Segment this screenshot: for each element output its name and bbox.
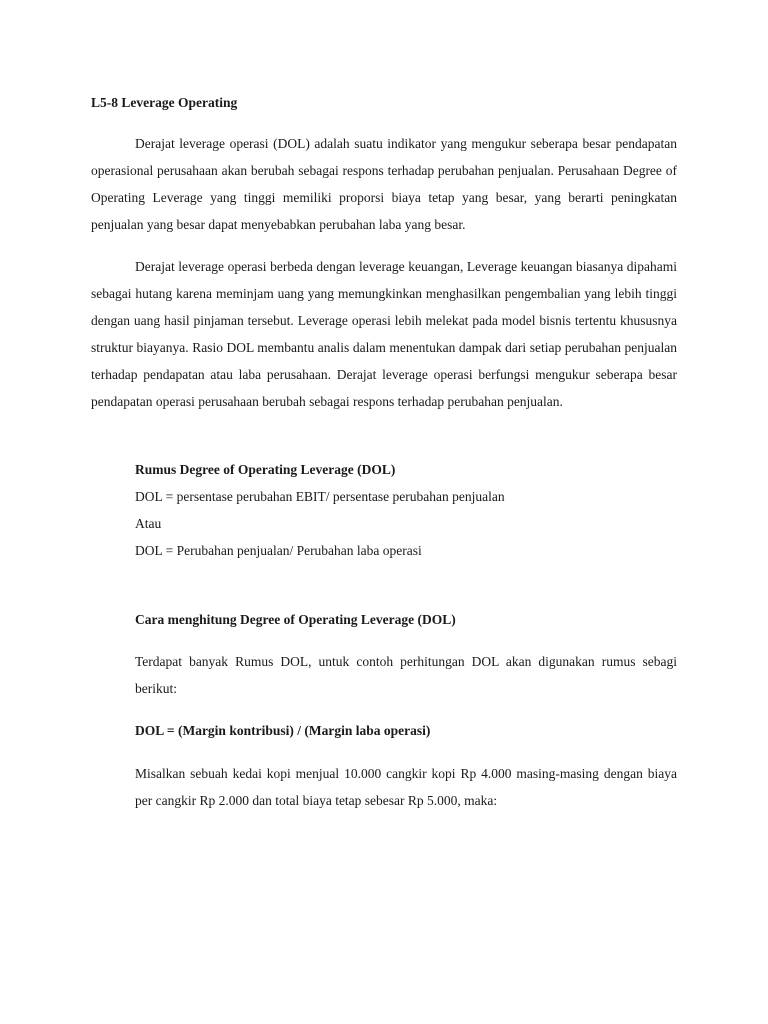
formula-separator: Atau [135, 516, 162, 531]
formula-heading: Rumus Degree of Operating Leverage (DOL) [135, 462, 396, 477]
formula-line-1: DOL = persentase perubahan EBIT/ persentase perubahan penjualan [135, 489, 505, 504]
formula-line-2: DOL = Perubahan penjualan/ Perubahan laba operasi [135, 543, 422, 558]
calculation-formula: DOL = (Margin kontribusi) / (Margin laba operasi) [135, 723, 431, 738]
section-heading: L5-8 Leverage Operating [91, 95, 238, 110]
calculation-example: Misalkan sebuah kedai kopi menjual 10.000 cangkir kopi Rp 4.000 masing-masing dengan biaya per cangkir Rp 2.000 dan total biaya tetap sebesar Rp 5.000, maka: [135, 766, 677, 808]
calculation-heading: Cara menghitung Degree of Operating Leverage (DOL) [135, 612, 456, 627]
paragraph-dol-vs-financial-leverage: Derajat leverage operasi berbeda dengan leverage keuangan, Leverage keuangan biasanya dipahami sebagai hutang karena meminjam uang yang memungkinkan menghasilkan pengembalian yang lebih tinggi dengan uang hasil pinjaman tersebut. Leverage operasi lebih melekat pada model bisnis tertentu khususnya struktur biayanya. Rasio DOL membantu analis dalam menentukan dampak dari setiap perubahan penjualan terhadap pendapatan atau laba perusahaan. Derajat leverage operasi berfungsi mengukur seberapa besar pendapatan operasi perusahaan berubah sebagai respons terhadap perubahan penjualan. [91, 259, 677, 409]
paragraph-dol-definition: Derajat leverage operasi (DOL) adalah suatu indikator yang mengukur seberapa besar pendapatan operasional perusahaan akan berubah sebagai respons terhadap perubahan penjualan. Perusahaan Degree of Operating Leverage yang tinggi memiliki proporsi biaya tetap yang besar, yang berarti peningkatan penjualan yang besar dapat menyebabkan perubahan laba yang besar. [91, 136, 677, 232]
calculation-intro: Terdapat banyak Rumus DOL, untuk contoh perhitungan DOL akan digunakan rumus sebagi berikut: [135, 654, 677, 696]
